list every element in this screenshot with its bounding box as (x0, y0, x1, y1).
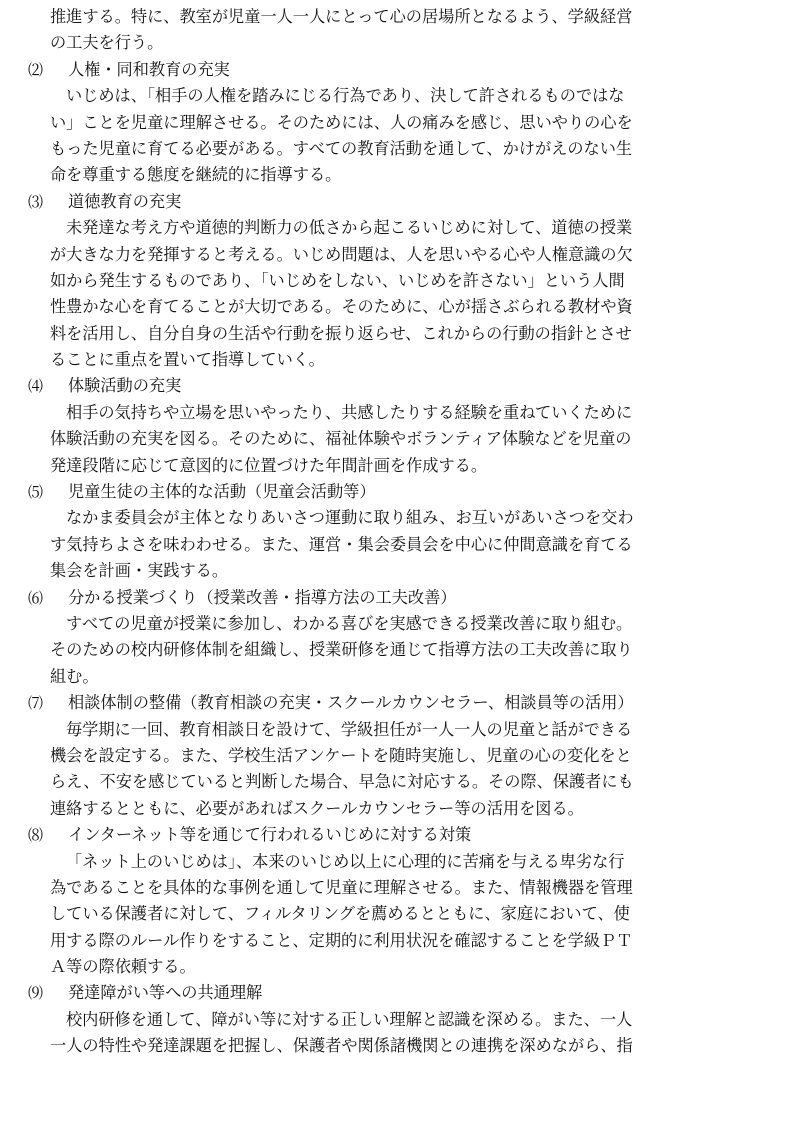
section-heading (28, 479, 764, 505)
paragraph-line: 如から発生するものであり、「いじめをしない、いじめを許さない」という人間 (50, 270, 625, 290)
section-number: ⑹ (28, 588, 44, 607)
paragraph-line: が大きな力を発揮すると考える。いじめ問題は、人を思いやる心や人権意識の欠 (50, 244, 633, 264)
section-number: ⑶ (28, 192, 44, 211)
section-title: 分かる授業づくり（授業改善・指導方法の工夫改善） (68, 587, 457, 607)
section-heading (28, 822, 764, 848)
paragraph-line: 組む。 (50, 666, 99, 686)
paragraph-line: すべての児童が授業に参加し、わかる喜びを実感できる授業改善に取り組む。 (66, 613, 633, 633)
section-title: 人権・同和教育の充実 (68, 59, 230, 79)
paragraph-line: Ａ等の際依頼する。 (50, 957, 196, 977)
section-number: ⑼ (28, 984, 44, 1003)
section-number: ⑸ (28, 483, 44, 502)
paragraph-line: 未発達な考え方や道徳的判断力の低さから起こるいじめに対して、道徳の授業 (66, 218, 633, 238)
section-number: ⑷ (28, 377, 44, 396)
paragraph-line: らえ、不安を感じていると判断した場合、早急に対応する。その際、保護者にも (50, 772, 634, 792)
paragraph-line: 校内研修を通して、障がい等に対する正しい理解と認識を深める。また、一人 (66, 1009, 633, 1029)
paragraph-line: 機会を設定する。また、学校生活アンケートを随時実施し、児童の心の変化をと (50, 745, 632, 765)
paragraph-line: そのための校内研修体制を組織し、授業研修を通じて指導方法の工夫改善に取り (50, 640, 633, 660)
paragraph-line: 発達段階に応じて意図的に位置づけた年間計画を作成する。 (50, 455, 488, 475)
paragraph-line: ることに重点を置いて指導していく。 (50, 350, 325, 370)
paragraph-line: す気持ちよさを味わわせる。また、運営・集会委員会を中心に仲間意識を育てる (50, 534, 633, 554)
section-title: 道徳教育の充実 (68, 191, 182, 211)
section-number: ⑵ (28, 60, 44, 79)
paragraph-line: 「ネット上のいじめは」、本来のいじめ以上に心理的に苦痛を与える卑劣な行 (66, 851, 625, 871)
intro-line: の工夫を行う。 (50, 33, 164, 53)
section-heading (28, 980, 764, 1006)
paragraph-line: なかま委員会が主体となりあいさつ運動に取り組み、お互いがあいさつを交わ (66, 508, 634, 528)
paragraph-line: している保護者に対して、フィルタリングを薦めるとともに、家庭において、使 (50, 904, 630, 924)
section-heading (28, 585, 764, 611)
paragraph-line: 毎学期に一回、教育相談日を設けて、学級担任が一人一人の児童と話ができる (66, 719, 633, 739)
section-title: インターネット等を通じて行われるいじめに対する対策 (68, 825, 472, 845)
paragraph-line: 一人の特性や発達課題を把握し、保護者や関係諸機関との連携を深めながら、指 (50, 1036, 633, 1056)
section-heading (28, 189, 764, 215)
section-number: ⑺ (28, 694, 44, 713)
intro-line: 推進する。特に、教室が児童一人一人にとって心の居場所となるよう、学級経営 (50, 7, 633, 26)
section-title: 相談体制の整備（教育相談の充実・スクールカウンセラー、相談員等の活用） (68, 693, 634, 713)
paragraph-line: 集会を計画・実践する。 (50, 561, 229, 581)
paragraph-line: い」ことを児童に理解させる。そのためには、人の痛みを感じ、思いやりの心を (50, 112, 633, 132)
paragraph-line: いじめは、「相手の人権を踏みにじる行為であり、決して許されるものではな (66, 86, 625, 106)
paragraph-line: 性豊かな心を育てることが大切である。そのために、心が揺さぶられる教材や資 (50, 297, 633, 317)
paragraph-line: 相手の気持ちや立場を思いやったり、共感したりする経験を重ねていくために (66, 402, 633, 422)
section-title: 児童生徒の主体的な活動（児童会活動等） (68, 482, 376, 502)
paragraph-line: 連絡するとともに、必要があればスクールカウンセラー等の活用を図る。 (50, 798, 584, 818)
paragraph-line: 命を尊重する態度を継続的に指導する。 (50, 165, 342, 185)
section-heading (28, 57, 764, 83)
paragraph-line: 体験活動の充実を図る。そのために、福祉体験やボランティア体験などを児童の (50, 429, 632, 449)
section-heading (28, 690, 764, 716)
paragraph-line: もった児童に育てる必要がある。すべての教育活動を通して、かけがえのない生 (50, 138, 633, 158)
paragraph-line: 料を活用し、自分自身の生活や行動を振り返らせ、これからの行動の指針とさせ (50, 323, 632, 343)
paragraph-line: 用する際のルール作りをすること、定期的に利用状況を確認することを学級ＰＴ (50, 930, 633, 950)
section-title: 発達障がい等への共通理解 (68, 983, 263, 1003)
section-number: ⑻ (28, 826, 44, 845)
paragraph-line: 為であることを具体的な事例を通して児童に理解させる。また、情報機器を管理 (50, 877, 633, 897)
section-title: 体験活動の充実 (68, 376, 182, 396)
section-heading (28, 373, 764, 399)
